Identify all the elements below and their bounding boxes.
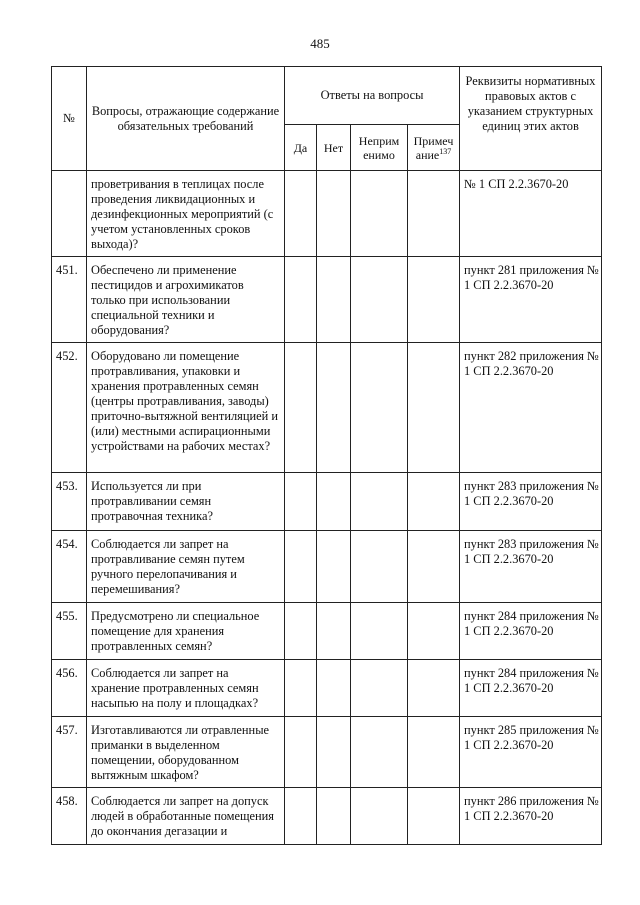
- table-row: [52, 660, 602, 717]
- header-question: Вопросы, отражающие содержание обязательных требований: [87, 67, 285, 171]
- row-requisites: пункт 285 приложения № 1 СП 2.2.3670-20: [460, 717, 602, 788]
- answer-yes-cell[interactable]: [285, 660, 317, 717]
- answer-na-cell[interactable]: [351, 717, 408, 788]
- row-requisites: пункт 283 приложения № 1 СП 2.2.3670-20: [460, 531, 602, 603]
- header-note-part2: ание: [415, 147, 440, 162]
- page-number: 485: [310, 36, 330, 51]
- answer-no-cell[interactable]: [317, 788, 351, 845]
- row-number: [52, 171, 87, 257]
- row-requisites: пункт 284 приложения № 1 СП 2.2.3670-20: [460, 603, 602, 660]
- answer-note-cell[interactable]: [408, 660, 460, 717]
- header-no: Нет: [317, 125, 351, 171]
- row-question: Используется ли при протравливании семян протравочная техника?: [87, 473, 285, 531]
- table-row: [52, 473, 602, 531]
- answer-no-cell[interactable]: [317, 603, 351, 660]
- answer-yes-cell[interactable]: [285, 603, 317, 660]
- table-row: [52, 257, 602, 343]
- row-number: 453.: [52, 473, 87, 531]
- answer-no-cell[interactable]: [317, 473, 351, 531]
- row-question: проветривания в теплицах после проведения ликвидационных и дезинфекционных мероприятий (с учетом установленных сроков выхода)?: [87, 171, 285, 257]
- row-requisites: пункт 284 приложения № 1 СП 2.2.3670-20: [460, 660, 602, 717]
- header-na-part1: Неприм: [358, 133, 400, 148]
- row-question: Изготавливаются ли отравленные приманки в выделенном помещении, оборудованном вытяжным шкафом?: [87, 717, 285, 788]
- table-row: [52, 603, 602, 660]
- row-number: 455.: [52, 603, 87, 660]
- row-number: 458.: [52, 788, 87, 845]
- row-requisites: пункт 282 приложения № 1 СП 2.2.3670-20: [460, 343, 602, 473]
- answer-note-cell[interactable]: [408, 603, 460, 660]
- answer-na-cell[interactable]: [351, 257, 408, 343]
- answer-note-cell[interactable]: [408, 257, 460, 343]
- row-requisites: пункт 281 приложения № 1 СП 2.2.3670-20: [460, 257, 602, 343]
- header-note-footnote: 137: [439, 146, 452, 156]
- answer-note-cell[interactable]: [408, 171, 460, 257]
- table-row: [52, 717, 602, 788]
- answer-na-cell[interactable]: [351, 473, 408, 531]
- row-requisites: № 1 СП 2.2.3670-20: [460, 171, 602, 257]
- header-not-applicable: [351, 125, 408, 171]
- row-number: 456.: [52, 660, 87, 717]
- header-yes: Да: [285, 125, 317, 171]
- answer-note-cell[interactable]: [408, 717, 460, 788]
- header-number: №: [52, 67, 87, 171]
- answer-yes-cell[interactable]: [285, 171, 317, 257]
- row-number: 457.: [52, 717, 87, 788]
- answer-note-cell[interactable]: [408, 343, 460, 473]
- row-question: Оборудовано ли помещение протравливания, упаковки и хранения протравленных семян (центры протравливания, заводы) приточно-вытяжной вентиляцией и (или) местными аспирационными устройствами на рабочих местах?: [87, 343, 285, 473]
- answer-no-cell[interactable]: [317, 171, 351, 257]
- header-note: [408, 125, 460, 171]
- answer-na-cell[interactable]: [351, 531, 408, 603]
- answer-yes-cell[interactable]: [285, 473, 317, 531]
- row-question: Соблюдается ли запрет на хранение протравленных семян насыпью на полу и площадках?: [87, 660, 285, 717]
- row-number: 454.: [52, 531, 87, 603]
- answer-na-cell[interactable]: [351, 171, 408, 257]
- header-answers: Ответы на вопросы: [285, 67, 460, 125]
- answer-no-cell[interactable]: [317, 531, 351, 603]
- row-number: 452.: [52, 343, 87, 473]
- header-note-part1: Примеч: [413, 133, 454, 148]
- row-requisites: пункт 283 приложения № 1 СП 2.2.3670-20: [460, 473, 602, 531]
- row-question: Предусмотрено ли специальное помещение для хранения протравленных семян?: [87, 603, 285, 660]
- table-row: [52, 788, 602, 845]
- answer-na-cell[interactable]: [351, 788, 408, 845]
- answer-note-cell[interactable]: [408, 531, 460, 603]
- table-row: [52, 343, 602, 473]
- answer-na-cell[interactable]: [351, 343, 408, 473]
- answer-no-cell[interactable]: [317, 257, 351, 343]
- row-question: Соблюдается ли запрет на допуск людей в обработанные помещения до окончания дегазации и: [87, 788, 285, 845]
- answer-note-cell[interactable]: [408, 473, 460, 531]
- checklist-table: [51, 66, 602, 845]
- row-question: Обеспечено ли применение пестицидов и агрохимикатов только при использовании специальной техники и оборудования?: [87, 257, 285, 343]
- answer-na-cell[interactable]: [351, 660, 408, 717]
- answer-yes-cell[interactable]: [285, 343, 317, 473]
- header-na-part2: енимо: [363, 147, 395, 162]
- row-number: 451.: [52, 257, 87, 343]
- answer-yes-cell[interactable]: [285, 788, 317, 845]
- answer-yes-cell[interactable]: [285, 257, 317, 343]
- table-row: [52, 531, 602, 603]
- answer-no-cell[interactable]: [317, 343, 351, 473]
- row-question: Соблюдается ли запрет на протравливание семян путем ручного перелопачивания и перемешивания?: [87, 531, 285, 603]
- answer-yes-cell[interactable]: [285, 531, 317, 603]
- row-requisites: пункт 286 приложения № 1 СП 2.2.3670-20: [460, 788, 602, 845]
- answer-yes-cell[interactable]: [285, 717, 317, 788]
- answer-na-cell[interactable]: [351, 603, 408, 660]
- header-requisites: Реквизиты нормативных правовых актов с указанием структурных единиц этих актов: [460, 67, 602, 171]
- answer-note-cell[interactable]: [408, 788, 460, 845]
- table-row: [52, 171, 602, 257]
- answer-no-cell[interactable]: [317, 660, 351, 717]
- answer-no-cell[interactable]: [317, 717, 351, 788]
